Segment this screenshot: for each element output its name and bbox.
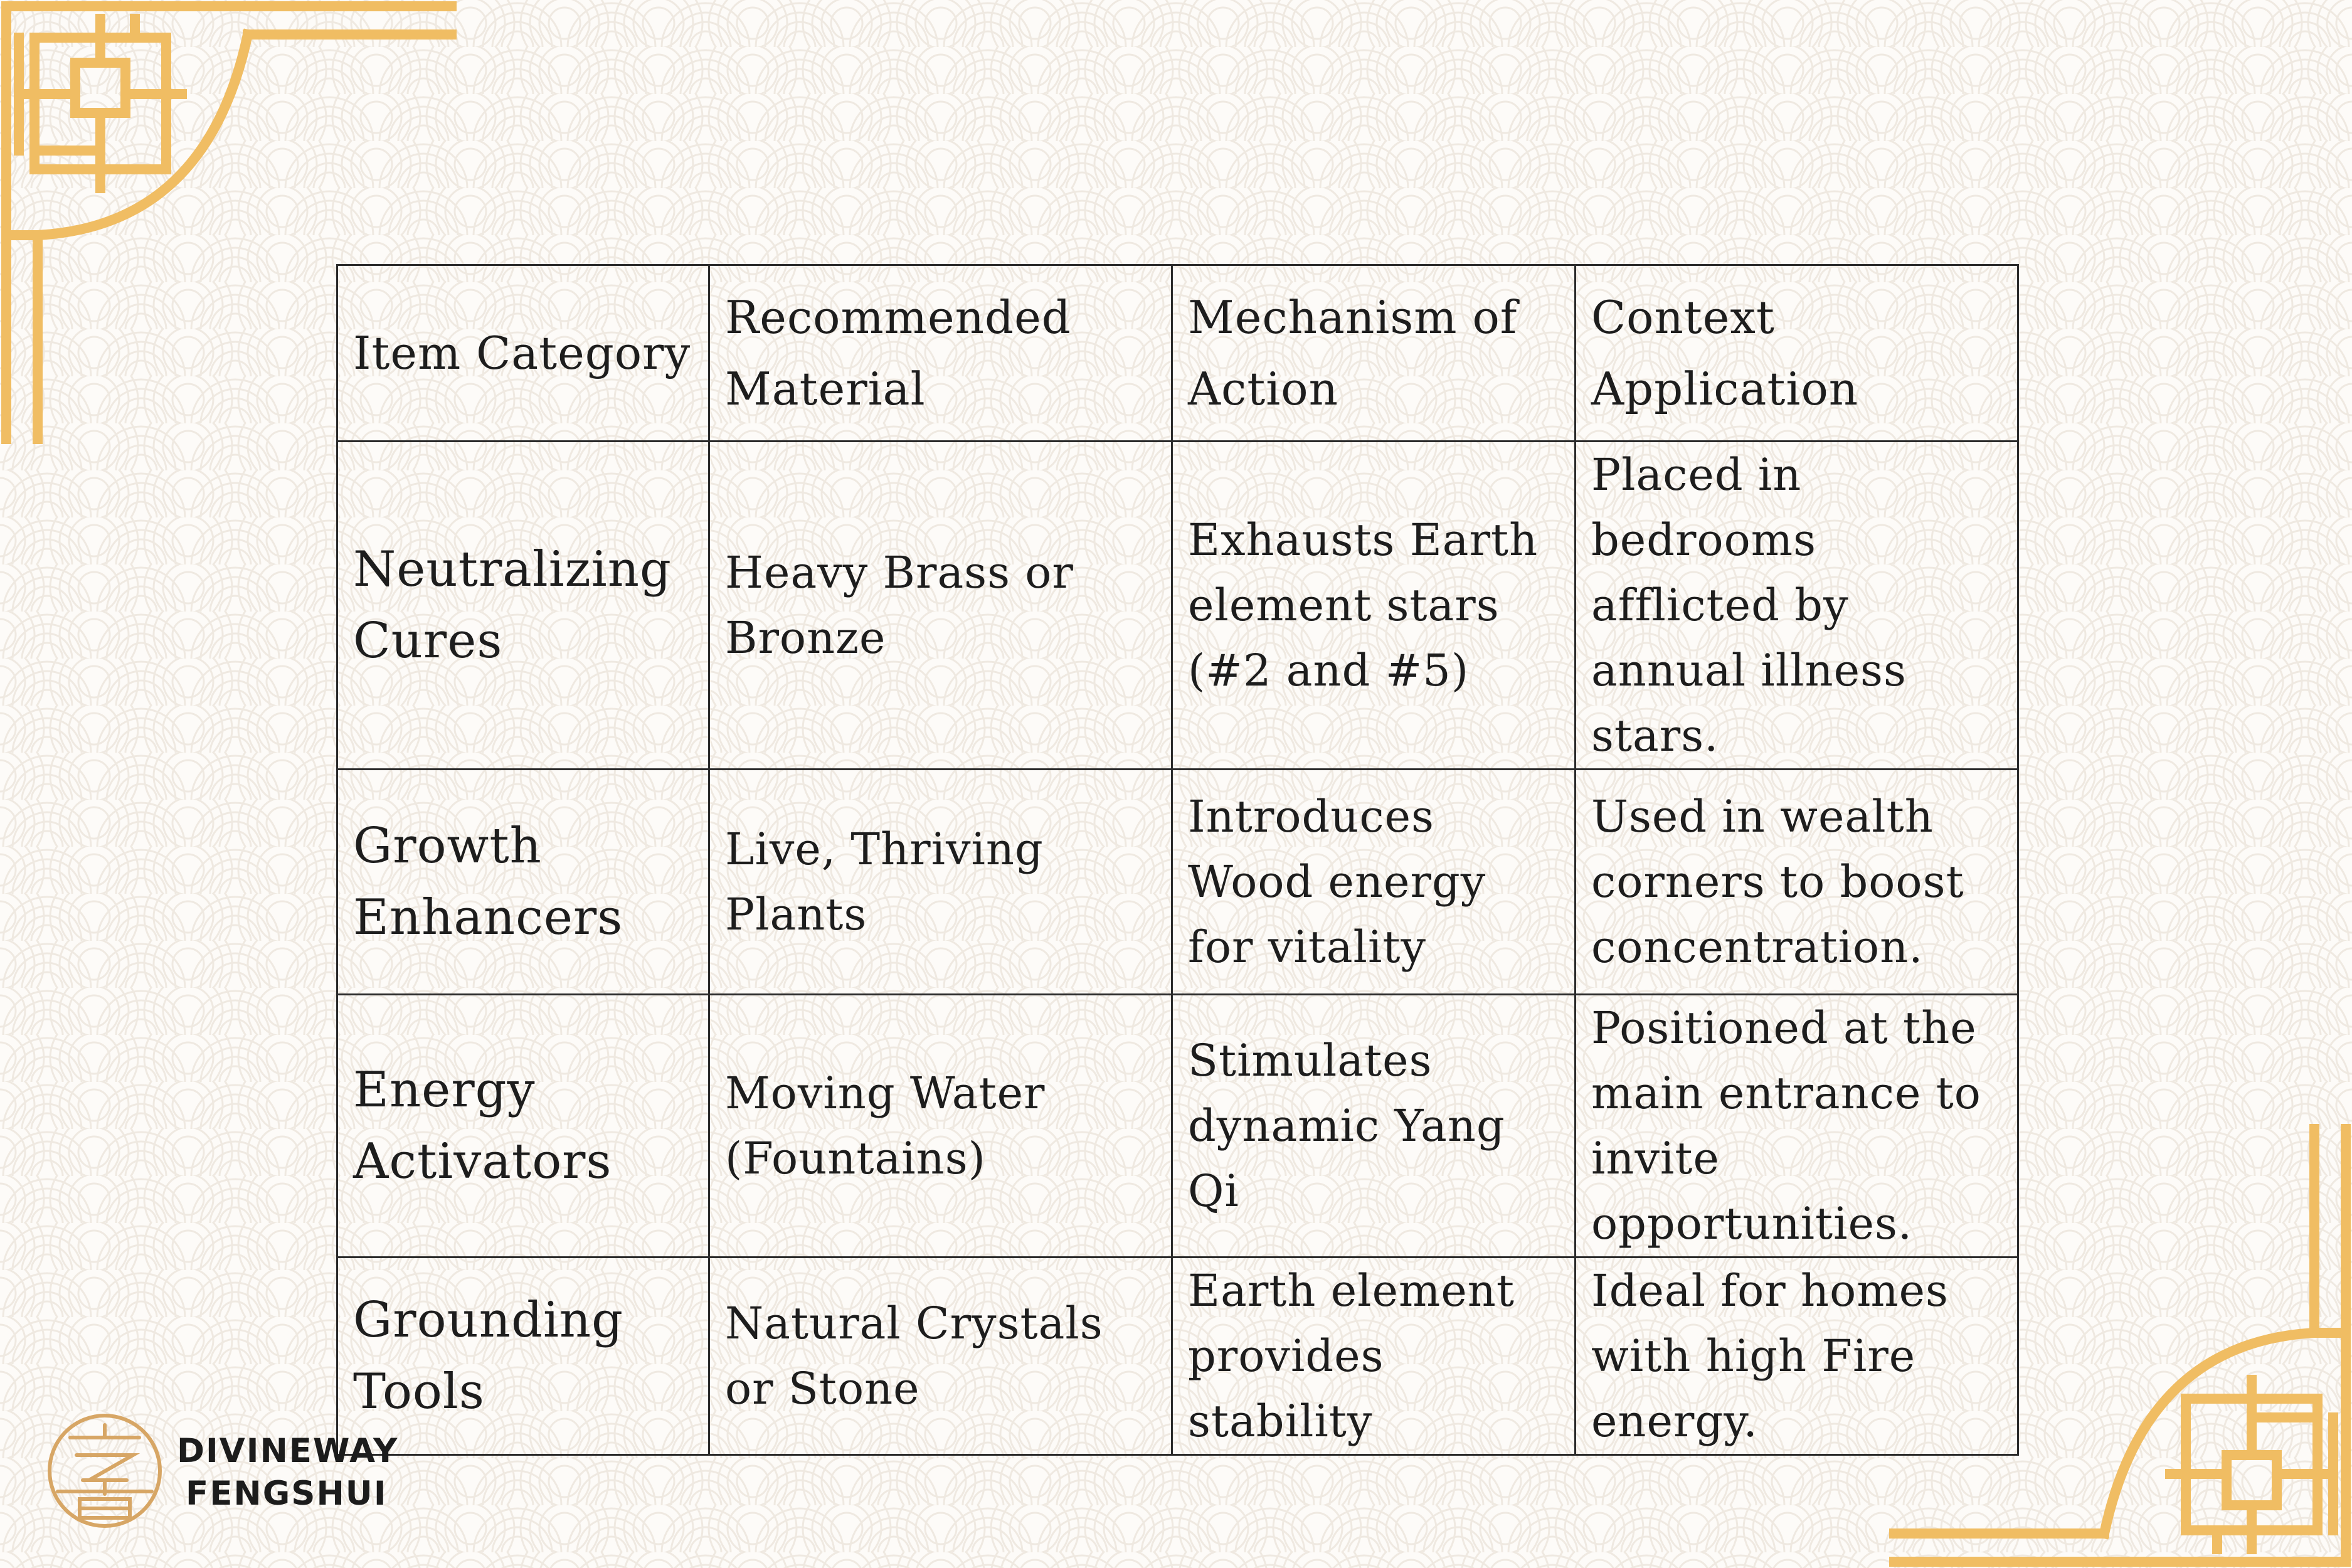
table-row [337,995,2018,1258]
table-header-row [337,265,2018,442]
cell-context: Ideal for homes with high Fire energy. [1576,1258,2018,1455]
fengshui-items-table [336,264,2019,1456]
cell-context: Positioned at the main entrance to invite opportunities. [1576,995,2018,1258]
table-row [337,770,2018,995]
cell-material: Heavy Brass or Bronze [709,442,1172,770]
cell-mechanism: Introduces Wood energy for vitality [1172,770,1576,995]
cell-material: Moving Water (Fountains) [709,995,1172,1258]
cell-mechanism: Earth element provides stability [1172,1258,1576,1455]
table-row [337,1258,2018,1455]
cell-mechanism: Stimulates dynamic Yang Qi [1172,995,1576,1258]
header-context-application: Context Application [1576,265,2018,442]
brand-name-line2: FENGSHUI [186,1475,388,1513]
cell-category: Energy Activators [337,995,709,1258]
cell-context: Used in wealth corners to boost concentration. [1576,770,2018,995]
cell-context: Placed in bedrooms afflicted by annual illness stars. [1576,442,2018,770]
cell-material: Live, Thriving Plants [709,770,1172,995]
cell-mechanism: Exhausts Earth element stars (#2 and #5) [1172,442,1576,770]
header-item-category: Item Category [337,265,709,442]
cell-category: Grounding Tools [337,1258,709,1455]
brand-seal-logo-icon [45,1411,164,1530]
table-row [337,442,2018,770]
brand-wordmark [177,1430,398,1515]
brand-name-line1: DIVINEWAY [177,1432,399,1470]
header-recommended-material: Recommended Material [709,265,1172,442]
cell-category: Neutralizing Cures [337,442,709,770]
header-mechanism-of-action: Mechanism of Action [1172,265,1576,442]
cell-material: Natural Crystals or Stone [709,1258,1172,1455]
cell-category: Growth Enhancers [337,770,709,995]
